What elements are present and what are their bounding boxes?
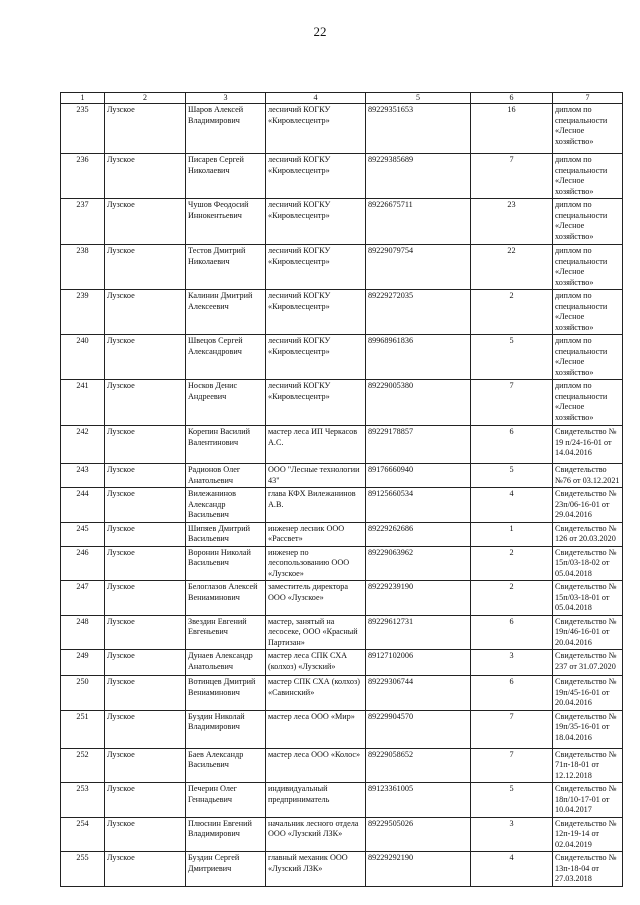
name-cell: Носков Денис Андреевич xyxy=(186,380,266,426)
table-row xyxy=(61,581,623,616)
row-number: 252 xyxy=(61,748,105,783)
table-row xyxy=(61,154,623,199)
experience-cell: 4 xyxy=(471,852,553,887)
row-number: 253 xyxy=(61,783,105,818)
document-cell: Свидетельство № 15п/03-18-01 от 05.04.2018 xyxy=(553,581,623,616)
phone-cell: 89229239190 xyxy=(366,581,471,616)
phone-cell: 89229351653 xyxy=(366,104,471,154)
position-cell: мастер леса ИП Черкасов А.С. xyxy=(266,426,366,464)
district-cell: Лузское xyxy=(105,245,186,290)
district-cell: Лузское xyxy=(105,748,186,783)
row-number: 247 xyxy=(61,581,105,616)
row-number: 235 xyxy=(61,104,105,154)
district-cell: Лузское xyxy=(105,783,186,818)
document-cell: Свидетельство № 237 от 31.07.2020 xyxy=(553,650,623,676)
position-cell: инженер лесник ООО «Рассвет» xyxy=(266,522,366,546)
page-number: 22 xyxy=(313,24,327,39)
table-row xyxy=(61,546,623,581)
table-row xyxy=(61,817,623,852)
position-cell: мастер СПК СХА (колхоз) «Савинский» xyxy=(266,676,366,711)
table-row xyxy=(61,464,623,488)
phone-cell: 89229292190 xyxy=(366,852,471,887)
table-row xyxy=(61,488,623,523)
document-cell: диплом по специальности «Лесное хозяйство» xyxy=(553,290,623,335)
position-cell: ООО "Лесные технологии 43" xyxy=(266,464,366,488)
district-cell: Лузское xyxy=(105,615,186,650)
name-cell: Чушов Феодосий Иннокентьевич xyxy=(186,199,266,245)
table-row xyxy=(61,426,623,464)
name-cell: Буздин Николай Владимирович xyxy=(186,710,266,748)
experience-cell: 7 xyxy=(471,154,553,199)
document-cell: Свидетельство № 19п/35-16-01 от 18.04.2016 xyxy=(553,710,623,748)
document-cell: диплом по специальности «Лесное хозяйство» xyxy=(553,104,623,154)
row-number: 248 xyxy=(61,615,105,650)
row-number: 249 xyxy=(61,650,105,676)
district-cell: Лузское xyxy=(105,676,186,711)
column-header: 4 xyxy=(266,93,366,104)
name-cell: Радионов Олег Анатольевич xyxy=(186,464,266,488)
table-body xyxy=(61,104,623,887)
district-cell: Лузское xyxy=(105,817,186,852)
phone-cell: 89229178857 xyxy=(366,426,471,464)
experience-cell: 7 xyxy=(471,748,553,783)
position-cell: мастер леса ООО «Колос» xyxy=(266,748,366,783)
experience-cell: 22 xyxy=(471,245,553,290)
district-cell: Лузское xyxy=(105,335,186,380)
position-cell: начальник лесного отдела ООО «Лузский ЛЗК» xyxy=(266,817,366,852)
document-cell: Свидетельство № 18п/10-17-01 от 10.04.2017 xyxy=(553,783,623,818)
document-cell: Свидетельство №76 от 03.12.2021 xyxy=(553,464,623,488)
row-number: 255 xyxy=(61,852,105,887)
district-cell: Лузское xyxy=(105,104,186,154)
table-row xyxy=(61,335,623,380)
column-header: 3 xyxy=(186,93,266,104)
experience-cell: 6 xyxy=(471,426,553,464)
name-cell: Калинин Дмитрий Алексеевич xyxy=(186,290,266,335)
experience-cell: 2 xyxy=(471,581,553,616)
experience-cell: 3 xyxy=(471,817,553,852)
district-cell: Лузское xyxy=(105,710,186,748)
district-cell: Лузское xyxy=(105,464,186,488)
district-cell: Лузское xyxy=(105,426,186,464)
table-header xyxy=(61,93,623,104)
phone-cell: 89229505026 xyxy=(366,817,471,852)
experience-cell: 7 xyxy=(471,380,553,426)
name-cell: Корепин Василий Валентинович xyxy=(186,426,266,464)
name-cell: Шипяев Дмитрий Васильевич xyxy=(186,522,266,546)
column-header: 1 xyxy=(61,93,105,104)
name-cell: Печерин Олег Геннадьевич xyxy=(186,783,266,818)
row-number: 246 xyxy=(61,546,105,581)
header-row xyxy=(61,93,623,104)
row-number: 241 xyxy=(61,380,105,426)
district-cell: Лузское xyxy=(105,546,186,581)
name-cell: Буздин Сергей Дмитриевич xyxy=(186,852,266,887)
document-cell: Свидетельство № 71п-18-01 от 12.12.2018 xyxy=(553,748,623,783)
table-row xyxy=(61,748,623,783)
district-cell: Лузское xyxy=(105,488,186,523)
document-cell: Свидетельство № 19п/46-16-01 от 20.04.2016 xyxy=(553,615,623,650)
experience-cell: 6 xyxy=(471,615,553,650)
experience-cell: 5 xyxy=(471,783,553,818)
table-row xyxy=(61,290,623,335)
document-cell: диплом по специальности «Лесное хозяйство» xyxy=(553,245,623,290)
position-cell: лесничий КОГКУ «Кировлесцентр» xyxy=(266,104,366,154)
phone-cell: 89125660534 xyxy=(366,488,471,523)
district-cell: Лузское xyxy=(105,154,186,199)
document-cell: диплом по специальности «Лесное хозяйство» xyxy=(553,335,623,380)
row-number: 240 xyxy=(61,335,105,380)
phone-cell: 89968961836 xyxy=(366,335,471,380)
table-row xyxy=(61,522,623,546)
experience-cell: 6 xyxy=(471,676,553,711)
district-cell: Лузское xyxy=(105,581,186,616)
name-cell: Дунаев Александр Анатольевич xyxy=(186,650,266,676)
position-cell: лесничий КОГКУ «Кировлесцентр» xyxy=(266,199,366,245)
position-cell: лесничий КОГКУ «Кировлесцентр» xyxy=(266,380,366,426)
position-cell: инженер по лесопользованию ООО «Лузское» xyxy=(266,546,366,581)
phone-cell: 89229904570 xyxy=(366,710,471,748)
district-cell: Лузское xyxy=(105,522,186,546)
district-cell: Лузское xyxy=(105,650,186,676)
district-cell: Лузское xyxy=(105,380,186,426)
position-cell: мастер леса ООО «Мир» xyxy=(266,710,366,748)
table-row xyxy=(61,199,623,245)
name-cell: Вилежанинов Александр Васильевич xyxy=(186,488,266,523)
phone-cell: 89229063962 xyxy=(366,546,471,581)
table-row xyxy=(61,380,623,426)
name-cell: Шаров Алексей Владимирович xyxy=(186,104,266,154)
row-number: 243 xyxy=(61,464,105,488)
row-number: 242 xyxy=(61,426,105,464)
district-cell: Лузское xyxy=(105,199,186,245)
position-cell: индивидуальный предприниматель xyxy=(266,783,366,818)
table-row xyxy=(61,710,623,748)
row-number: 236 xyxy=(61,154,105,199)
document-cell: Свидетельство № 23п/06-16-01 от 29.04.2016 xyxy=(553,488,623,523)
document-cell: Свидетельство № 126 от 20.03.2020 xyxy=(553,522,623,546)
phone-cell: 89226675711 xyxy=(366,199,471,245)
table-row xyxy=(61,783,623,818)
table-row xyxy=(61,104,623,154)
column-header: 7 xyxy=(553,93,623,104)
position-cell: мастер леса СПК СХА (колхоз) «Лузский» xyxy=(266,650,366,676)
column-header: 2 xyxy=(105,93,186,104)
column-header: 6 xyxy=(471,93,553,104)
phone-cell: 89229612731 xyxy=(366,615,471,650)
row-number: 254 xyxy=(61,817,105,852)
phone-cell: 89229005380 xyxy=(366,380,471,426)
table-row xyxy=(61,852,623,887)
phone-cell: 89229262686 xyxy=(366,522,471,546)
position-cell: главный механик ООО «Лузский ЛЗК» xyxy=(266,852,366,887)
experience-cell: 23 xyxy=(471,199,553,245)
phone-cell: 89127102006 xyxy=(366,650,471,676)
table-row xyxy=(61,650,623,676)
row-number: 239 xyxy=(61,290,105,335)
name-cell: Вотинцев Дмитрий Вениаминович xyxy=(186,676,266,711)
document-cell: диплом по специальности «Лесное хозяйство» xyxy=(553,154,623,199)
phone-cell: 89123361005 xyxy=(366,783,471,818)
document-cell: диплом по специальности «Лесное хозяйство» xyxy=(553,380,623,426)
experience-cell: 2 xyxy=(471,290,553,335)
experience-cell: 2 xyxy=(471,546,553,581)
experience-cell: 4 xyxy=(471,488,553,523)
position-cell: мастер, занятый на лесосеке, ООО «Красный Партизан» xyxy=(266,615,366,650)
name-cell: Белоглазов Алексей Вениаминович xyxy=(186,581,266,616)
experience-cell: 5 xyxy=(471,464,553,488)
experience-cell: 16 xyxy=(471,104,553,154)
phone-cell: 89176660940 xyxy=(366,464,471,488)
row-number: 238 xyxy=(61,245,105,290)
position-cell: лесничий КОГКУ «Кировлесцентр» xyxy=(266,245,366,290)
name-cell: Плюснин Евгений Владимирович xyxy=(186,817,266,852)
document-cell: диплом по специальности «Лесное хозяйство» xyxy=(553,199,623,245)
name-cell: Швецов Сергей Александрович xyxy=(186,335,266,380)
document-cell: Свидетельство № 13п-18-04 от 27.03.2018 xyxy=(553,852,623,887)
experience-cell: 7 xyxy=(471,710,553,748)
position-cell: заместитель директора ООО «Лузское» xyxy=(266,581,366,616)
registry-table xyxy=(60,92,623,887)
document-cell: Свидетельство № 15п/03-18-02 от 05.04.2018 xyxy=(553,546,623,581)
phone-cell: 89229058652 xyxy=(366,748,471,783)
row-number: 244 xyxy=(61,488,105,523)
position-cell: лесничий КОГКУ «Кировлесцентр» xyxy=(266,335,366,380)
name-cell: Тестов Дмитрий Николаевич xyxy=(186,245,266,290)
phone-cell: 89229306744 xyxy=(366,676,471,711)
district-cell: Лузское xyxy=(105,852,186,887)
name-cell: Воронин Николай Васильевич xyxy=(186,546,266,581)
phone-cell: 89229385689 xyxy=(366,154,471,199)
position-cell: лесничий КОГКУ «Кировлесцентр» xyxy=(266,154,366,199)
table-row xyxy=(61,245,623,290)
row-number: 245 xyxy=(61,522,105,546)
document-cell: Свидетельство № 12п-19-14 от 02.04.2019 xyxy=(553,817,623,852)
table-row xyxy=(61,615,623,650)
table-row xyxy=(61,676,623,711)
row-number: 237 xyxy=(61,199,105,245)
experience-cell: 3 xyxy=(471,650,553,676)
name-cell: Писарев Сергей Николаевич xyxy=(186,154,266,199)
experience-cell: 5 xyxy=(471,335,553,380)
document-cell: Свидетельство № 19п/45-16-01 от 20.04.2016 xyxy=(553,676,623,711)
experience-cell: 1 xyxy=(471,522,553,546)
phone-cell: 89229079754 xyxy=(366,245,471,290)
phone-cell: 89229272035 xyxy=(366,290,471,335)
row-number: 251 xyxy=(61,710,105,748)
document-cell: Свидетельство № 19 п/24-16-01 от 14.04.2016 xyxy=(553,426,623,464)
position-cell: лесничий КОГКУ «Кировлесцентр» xyxy=(266,290,366,335)
column-header: 5 xyxy=(366,93,471,104)
row-number: 250 xyxy=(61,676,105,711)
name-cell: Баев Александр Васильевич xyxy=(186,748,266,783)
position-cell: глава КФХ Вилежанинов А.В. xyxy=(266,488,366,523)
name-cell: Звездин Евгений Евгеньевич xyxy=(186,615,266,650)
district-cell: Лузское xyxy=(105,290,186,335)
